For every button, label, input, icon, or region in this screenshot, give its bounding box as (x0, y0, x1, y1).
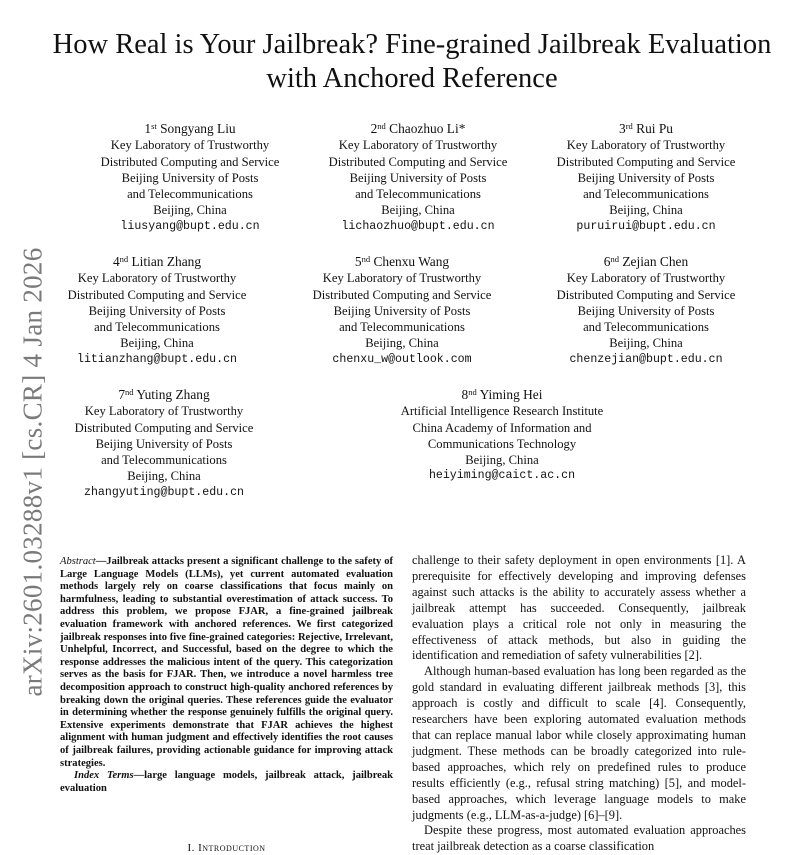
section-heading: I. Introduction (187, 842, 266, 854)
author-block: 2nd Chaozhuo Li* Key Laboratory of Trustworthy Distributed Computing and Service Beijing University of Posts and Telecommunications Beijing, China lichaozhuo@bupt.edu.cn (303, 121, 533, 235)
abstract-body: Abstract—Jailbreak attacks present a significant challenge to the safety of Large Language Models (LLMs), yet current automated evaluation methods largely rely on coarse classifications that focus mainly on harmfulness, leading to substantial overestimation of attack success. To address this problem, we propose FJAR, a fine-grained jailbreak evaluation framework with anchored references. We first categorized jailbreak responses into five fine-grained categories: Rejective, Irrelevant, Unhelpful, Incorrect, and Successful, based on the degree to which the response addresses the malicious intent of the query. This categorization serves as the basis for FJAR. Then, we introduce a novel harmless tree decomposition approach to construct high-quality anchored references by breaking down the original queries. These references guide the evaluator in determining whether the response genuinely fulfills the original query. Extensive experiments demonstrate that FJAR achieves the highest alignment with human judgment and effectively identifies the root causes of jailbreak failures, providing actionable guidance for improving attack strategies. (60, 556, 393, 769)
author-email[interactable]: liusyang@bupt.edu.cn (120, 219, 260, 233)
author-block: 3rd Rui Pu Key Laboratory of Trustworthy Distributed Computing and Service Beijing University of Posts and Telecommunications Beijing, China puruirui@bupt.edu.cn (531, 121, 761, 235)
author-name: Songyang Liu (160, 121, 236, 136)
author-name: Litian Zhang (131, 254, 202, 269)
abstract (60, 556, 393, 795)
author-block: 6nd Zejian Chen Key Laboratory of Trustworthy Distributed Computing and Service Beijing University of Posts and Telecommunications Beijing, China chenzejian@bupt.edu.cn (531, 254, 761, 368)
paper-title: How Real is Your Jailbreak? Fine-grained Jailbreak Evaluation with Anchored Reference (52, 29, 772, 94)
author-name: Yiming Hei (479, 387, 543, 402)
author-email[interactable]: chenzejian@bupt.edu.cn (569, 352, 723, 366)
author-email[interactable]: chenxu_w@outlook.com (332, 352, 472, 366)
author-name: Rui Pu (636, 121, 673, 136)
author-email[interactable]: litianzhang@bupt.edu.cn (76, 352, 238, 366)
author-email[interactable]: zhangyuting@bupt.edu.cn (83, 485, 245, 499)
author-email[interactable]: heiyiming@caict.ac.cn (428, 469, 576, 483)
author-name: Chenxu Wang (373, 254, 450, 269)
author-name: Chaozhuo Li* (389, 121, 466, 136)
paragraph: Although human-based evaluation has long been regarded as the gold standard in evaluating different jailbreak methods [3], this approach is costly and difficult to scale [4]. Consequently, researchers have been exploring automated evaluation methods that can replace manual labor while closely approximating human judgment. These methods can be broadly categorized into rule-based approaches, which rely on predefined rules to produce results efficiently (e.g., refusal string matching) [5], and model-based approaches, which leverage language models to make judgments (e.g., LLM-as-a-judge) [6]–[9]. (412, 664, 746, 822)
paragraph: Despite these progress, most automated evaluation approaches treat jailbreak detection as a coarse classification (412, 823, 746, 854)
paragraph: challenge to their safety deployment in open environments [1]. A prerequisite for effectively developing and improving defenses against such attacks is the ability to accurately assess whether a jailbreak attempt has succeeded. Consequently, jailbreak evaluation plays a critical role not only in measuring the effectiveness of attack methods, but also in guiding the identification and remediation of safety vulnerabilities [2]. (412, 553, 746, 663)
author-email[interactable]: puruirui@bupt.edu.cn (576, 219, 716, 233)
author-block: 1st Songyang Liu Key Laboratory of Trustworthy Distributed Computing and Service Beijing University of Posts and Telecommunications Beijing, China liusyang@bupt.edu.cn (75, 121, 305, 235)
author-name: Yuting Zhang (136, 387, 210, 402)
author-block: 5nd Chenxu Wang Key Laboratory of Trustworthy Distributed Computing and Service Beijing University of Posts and Telecommunications Beijing, China chenxu_w@outlook.com (287, 254, 517, 368)
author-block: 7nd Yuting Zhang Key Laboratory of Trustworthy Distributed Computing and Service Beijing University of Posts and Telecommunications Beijing, China zhangyuting@bupt.edu.cn (49, 387, 279, 501)
author-block: 4nd Litian Zhang Key Laboratory of Trustworthy Distributed Computing and Service Beijing University of Posts and Telecommunications Beijing, China litianzhang@bupt.edu.cn (42, 254, 272, 368)
index-terms: Index Terms—large language models, jailbreak attack, jailbreak evaluation (60, 770, 394, 794)
arxiv-id: arXiv:2601.03288v1 [cs.CR] 4 Jan 2026 (17, 247, 48, 697)
introduction-text (412, 553, 746, 855)
author-block: 8nd Yiming Hei Artificial Intelligence Research Institute China Academy of Information and Communications Technology Beijing, China heiyiming@caict.ac.cn (372, 387, 632, 485)
author-name: Zejian Chen (622, 254, 689, 269)
author-email[interactable]: lichaozhuo@bupt.edu.cn (341, 219, 495, 233)
